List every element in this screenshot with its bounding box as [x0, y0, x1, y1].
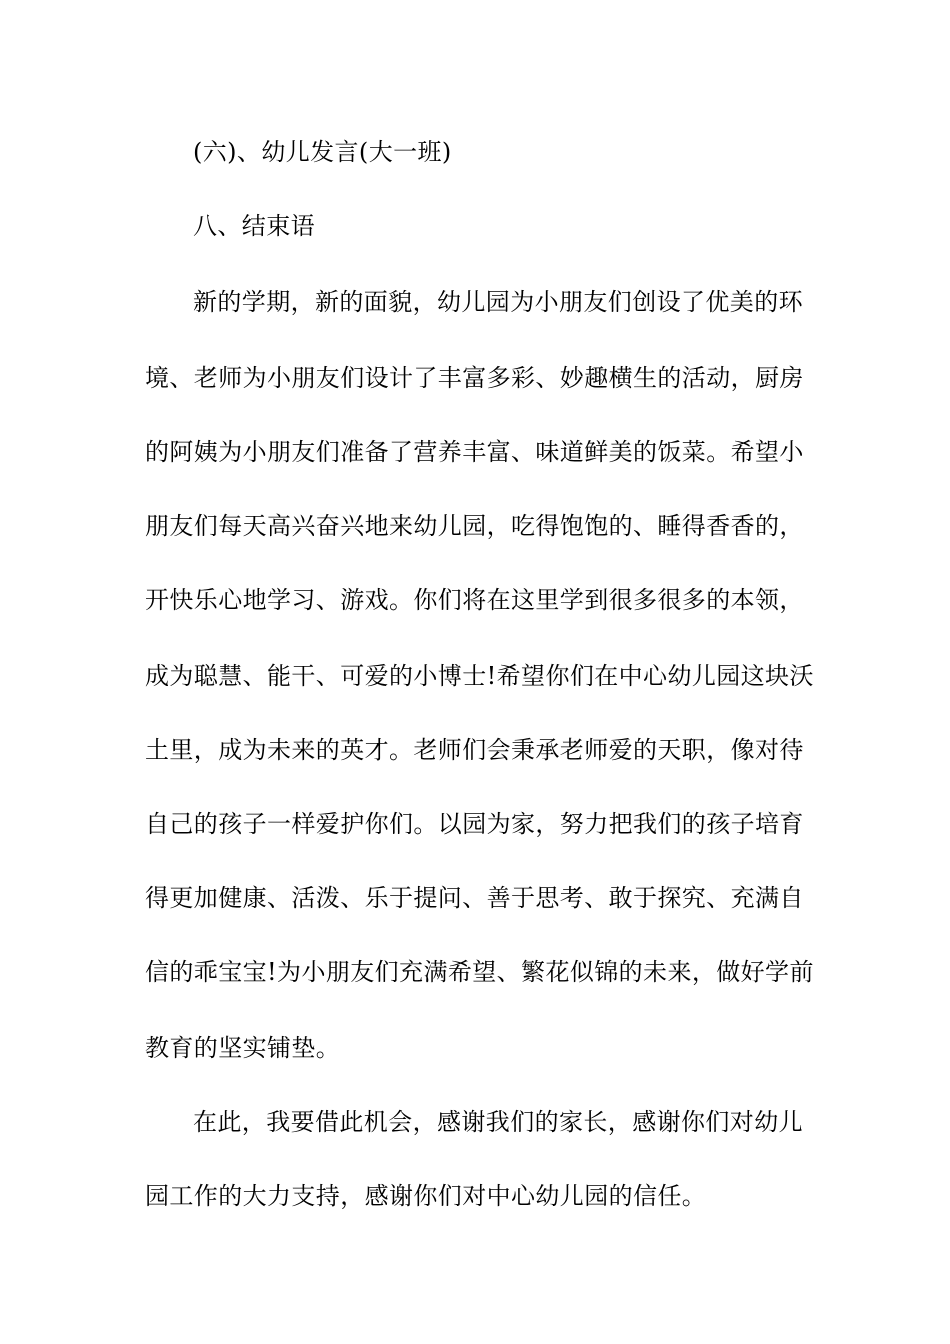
paragraph-line: 成为聪慧、能干、可爱的小博士!希望你们在中心幼儿园这块沃	[145, 662, 814, 690]
paragraph-line: 朋友们每天高兴奋兴地来幼儿园，吃得饱饱的、睡得香香的，	[145, 512, 804, 540]
paragraph-line: 教育的坚实铺垫。	[145, 1034, 341, 1062]
paragraph-line: 新的学期，新的面貌，幼儿园为小朋友们创设了优美的环	[193, 288, 803, 316]
paragraph-line: 土里，成为未来的英才。老师们会秉承老师爱的天职，像对待	[145, 736, 804, 764]
paragraph-line: 开快乐心地学习、游戏。你们将在这里学到很多很多的本领，	[145, 586, 804, 614]
paragraph-line: 的阿姨为小朋友们准备了营养丰富、味道鲜美的饭菜。希望小	[145, 438, 804, 466]
paragraph-line: 在此，我要借此机会，感谢我们的家长，感谢你们对幼儿	[193, 1108, 803, 1136]
paragraph-line: 自己的孩子一样爱护你们。以园为家，努力把我们的孩子培育	[145, 810, 804, 838]
section-heading: (六)、幼儿发言(大一班)	[193, 138, 452, 166]
section-heading: 八、结束语	[193, 212, 315, 240]
paragraph-line: 信的乖宝宝!为小朋友们充满希望、繁花似锦的未来，做好学前	[145, 958, 814, 986]
paragraph-line: 园工作的大力支持，感谢你们对中心幼儿园的信任。	[145, 1182, 707, 1210]
paragraph-line: 境、老师为小朋友们设计了丰富多彩、妙趣横生的活动，厨房	[145, 364, 804, 392]
paragraph-line: 得更加健康、活泼、乐于提问、善于思考、敢于探究、充满自	[145, 884, 804, 912]
